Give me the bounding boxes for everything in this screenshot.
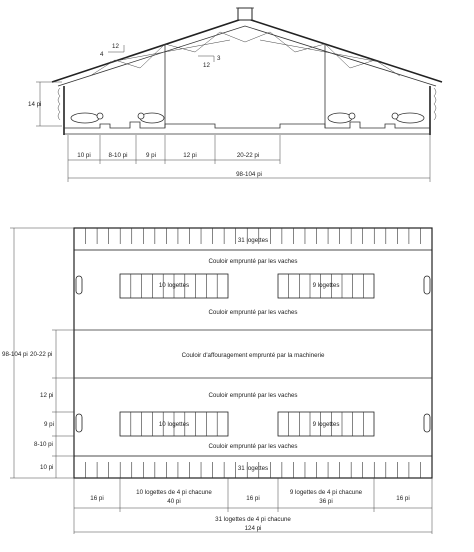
alley-cows-label-3: Couloir emprunté par les vaches — [208, 392, 298, 399]
left-dim-3: 9 pi — [44, 421, 54, 428]
left-dim-5: 10 pi — [40, 464, 54, 471]
waterer-right-bottom — [424, 414, 430, 432]
bottom-dim-3: 16 pi — [246, 495, 260, 502]
waterer-left-top — [76, 276, 82, 294]
left-dim-1: 20-22 pi — [30, 351, 53, 358]
left-dim-4: 8-10 pi — [34, 441, 53, 448]
cow-center-left — [138, 113, 164, 123]
left-total-label: 98-104 pi — [2, 351, 28, 358]
stalls-bottom-label: 31 logettes — [237, 465, 269, 472]
bottom-total-stalls: 31 logettes de 4 pi chacune — [215, 516, 291, 523]
pitch-side-label: 4 — [100, 51, 104, 58]
floor-profile — [64, 122, 430, 128]
roof-vent — [238, 8, 252, 20]
width-label-1: 10 pi — [77, 152, 91, 159]
plan-view — [2, 228, 432, 534]
width-label-2: 8-10 pi — [108, 152, 128, 159]
island-bottom-left-label: 10 logettes — [158, 421, 190, 428]
roof-inner-line — [58, 26, 436, 86]
bottom-dim-1: 16 pi — [90, 495, 104, 502]
bottom-dim-4: 9 logettes de 4 pi chacune — [289, 489, 363, 496]
curtain-left — [58, 88, 60, 120]
feed-alley-label: Couloir d'affouragement emprunté par la machinerie — [181, 352, 325, 359]
pitch2-side-label: 3 — [217, 55, 221, 62]
cross-section — [28, 8, 442, 182]
pitch-top-label: 12 — [112, 43, 119, 50]
bottom-dim-5: 16 pi — [396, 495, 410, 502]
width-label-5: 20-22 pi — [236, 152, 260, 159]
island-top-left-label: 10 logettes — [158, 282, 190, 289]
alley-cows-label-1: Couloir emprunté par les vaches — [208, 258, 298, 265]
bottom-dim-2: 10 logettes de 4 pi chacune — [136, 489, 212, 496]
total-width-label: 98-104 pi — [236, 171, 262, 178]
waterer-right-top — [424, 276, 430, 294]
wall-height-label: 14 pi — [28, 101, 42, 108]
island-top-right-label: 9 logettes — [312, 282, 340, 289]
pitch2-bottom-label: 12 — [203, 62, 210, 69]
roof-line — [52, 18, 442, 82]
width-label-3: 9 pi — [146, 152, 156, 159]
left-dim-2: 12 pi — [40, 392, 54, 399]
cow-center-right — [328, 113, 355, 123]
cow-right — [392, 113, 424, 123]
width-label-4: 12 pi — [183, 152, 197, 159]
bottom-dim-4b: 36 pi — [319, 498, 333, 505]
stalls-top-label: 31 logettes — [237, 237, 269, 244]
curtain-right — [434, 88, 436, 120]
alley-cows-label-4: Couloir emprunté par les vaches — [208, 443, 298, 450]
bottom-total-label: 124 pi — [244, 525, 262, 532]
cow-left — [71, 113, 103, 123]
alley-cows-label-2: Couloir emprunté par les vaches — [208, 309, 298, 316]
island-bottom-right-label: 9 logettes — [312, 421, 340, 428]
waterer-left-bottom — [76, 414, 82, 432]
bottom-dim-2b: 40 pi — [167, 498, 181, 505]
